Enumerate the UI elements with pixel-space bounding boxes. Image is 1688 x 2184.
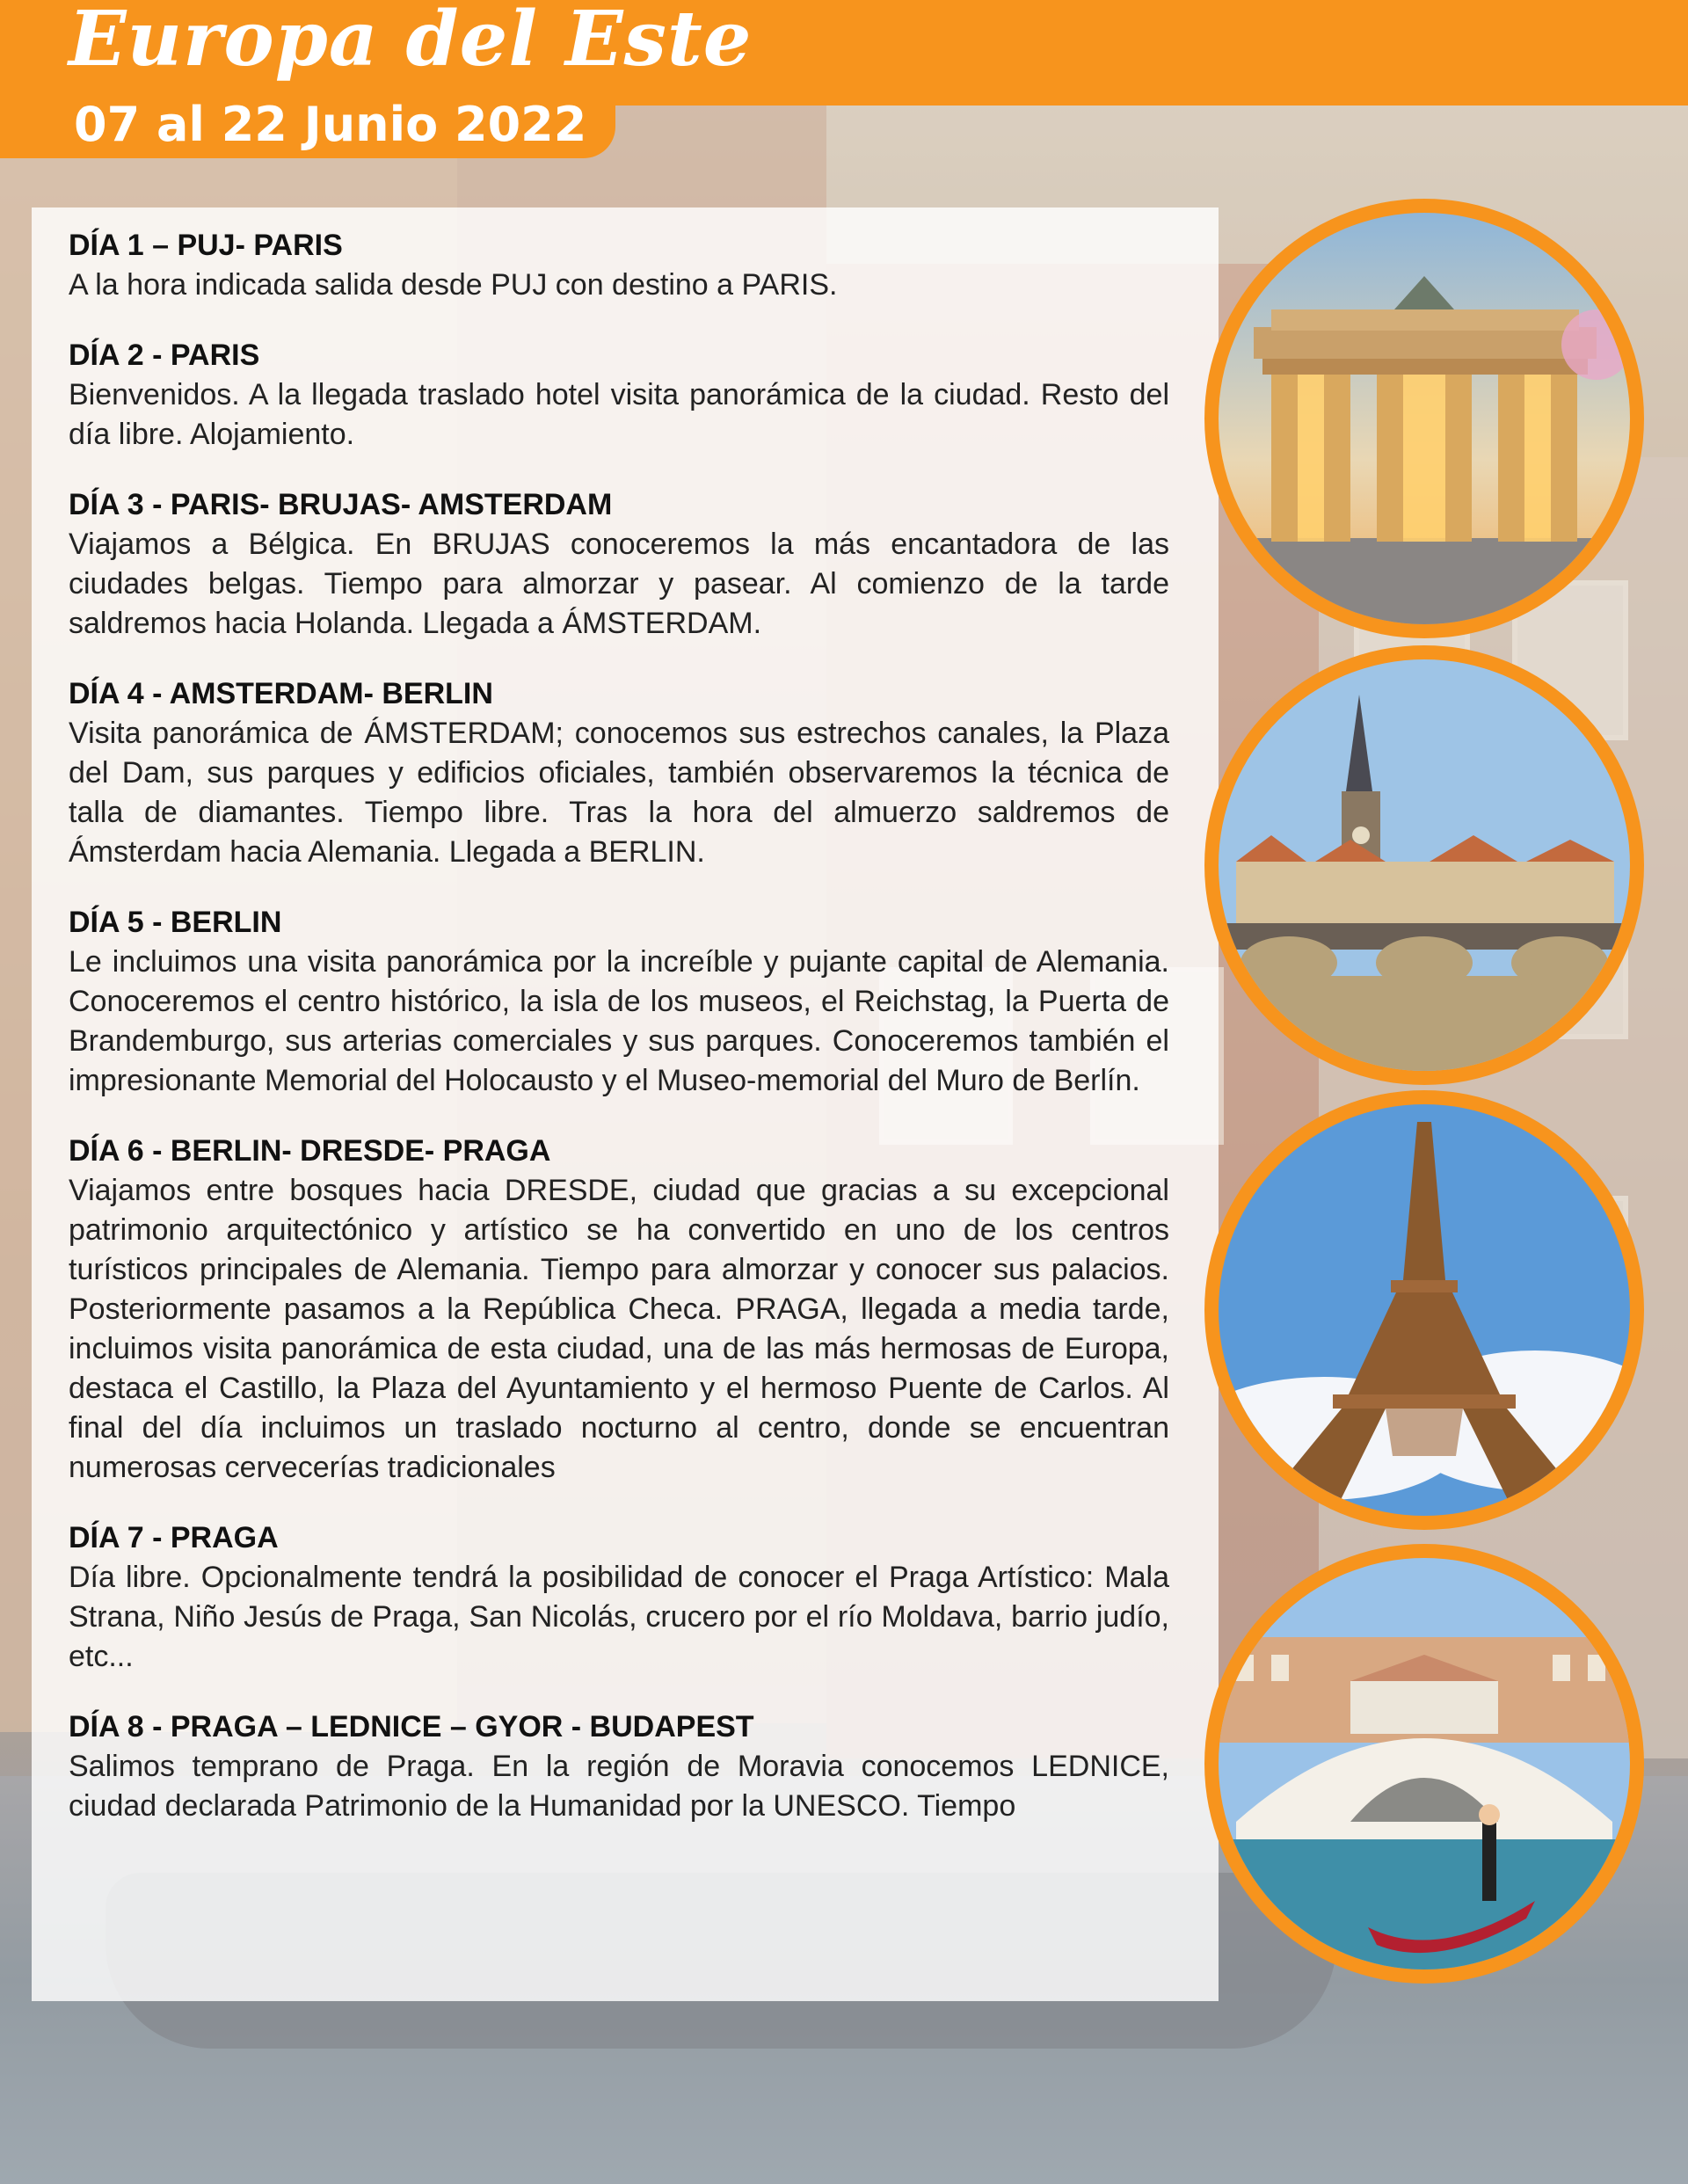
day-3 xyxy=(69,484,1169,644)
trip-dates: 07 al 22 Junio 2022 xyxy=(74,97,587,152)
day-description: Viajamos a Bélgica. En BRUJAS conoceremos la más encantadora de las ciudades belgas. Tiempo para almorzar y pasear. Al comienzo de la tarde saldremos hacia Holanda. Llegada a ÁMSTERDAM. xyxy=(69,528,1169,640)
itinerary-content xyxy=(69,225,1169,1856)
day-7 xyxy=(69,1518,1169,1677)
day-title: DÍA 5 - BERLIN xyxy=(69,906,282,939)
day-description: Visita panorámica de ÁMSTERDAM; conocemos sus estrechos canales, la Plaza del Dam, sus parques y edificios oficiales, también observaremos la técnica de talla de diamantes. Tiempo libre. Tras la hora del almuerzo saldremos de Ámsterdam hacia Alemania. Llegada a BERLIN. xyxy=(69,717,1169,869)
day-title: DÍA 6 - BERLIN- DRESDE- PRAGA xyxy=(69,1134,551,1168)
day-description: Día libre. Opcionalmente tendrá la posibilidad de conocer el Praga Artístico: Mala Strana, Niño Jesús de Praga, San Nicolás, crucero por el río Moldava, barrio judío, etc... xyxy=(69,1561,1169,1673)
day-title: DÍA 2 - PARIS xyxy=(69,339,260,372)
day-description: Bienvenidos. A la llegada traslado hotel visita panorámica de la ciudad. Resto del día libre. Alojamiento. xyxy=(69,378,1169,451)
day-title: DÍA 1 – PUJ- PARIS xyxy=(69,229,343,262)
eiffel-tower-photo xyxy=(1204,1090,1644,1530)
day-1 xyxy=(69,225,1169,305)
day-title: DÍA 3 - PARIS- BRUJAS- AMSTERDAM xyxy=(69,488,613,521)
day-2 xyxy=(69,335,1169,455)
page-title: Europa del Este xyxy=(69,0,753,84)
day-title: DÍA 7 - PRAGA xyxy=(69,1521,279,1554)
prague-charles-bridge-photo xyxy=(1204,645,1644,1085)
brandenburg-gate-photo xyxy=(1204,199,1644,638)
venice-rialto-photo xyxy=(1204,1544,1644,1984)
day-description: Viajamos entre bosques hacia DRESDE, ciudad que gracias a su excepcional patrimonio arquitectónico y artístico se ha convertido en uno de los centros turísticos principales de Alemania. Tiempo para almorzar y conocer sus palacios. Posteriormente pasamos a la República Checa. PRAGA, llegada a media tarde, incluimos visita panorámica de esta ciudad, una de las más hermosas de Europa, destaca el Castillo, la Plaza del Ayuntamiento y el hermoso Puente de Carlos. Al final del día incluimos un traslado nocturno al centro, donde se encuentran numerosas cervecerías tradicionales xyxy=(69,1174,1169,1484)
day-4 xyxy=(69,673,1169,872)
day-title: DÍA 4 - AMSTERDAM- BERLIN xyxy=(69,677,493,710)
day-description: Le incluimos una visita panorámica por la increíble y pujante capital de Alemania. Conoceremos el centro histórico, la isla de los museos, el Reichstag, la Puerta de Brandemburgo, sus arterias comerciales y sus parques. Conoceremos también el impresionante Memorial del Holocausto y el Museo-memorial del Muro de Berlín. xyxy=(69,945,1169,1097)
day-6 xyxy=(69,1131,1169,1488)
day-description: Salimos temprano de Praga. En la región de Moravia conocemos LEDNICE, ciudad declarada Patrimonio de la Humanidad por la UNESCO. Tiempo xyxy=(69,1750,1169,1823)
day-title: DÍA 8 - PRAGA – LEDNICE – GYOR - BUDAPEST xyxy=(69,1710,754,1744)
day-description: A la hora indicada salida desde PUJ con destino a PARIS. xyxy=(69,268,838,302)
day-5 xyxy=(69,902,1169,1101)
day-8 xyxy=(69,1707,1169,1826)
